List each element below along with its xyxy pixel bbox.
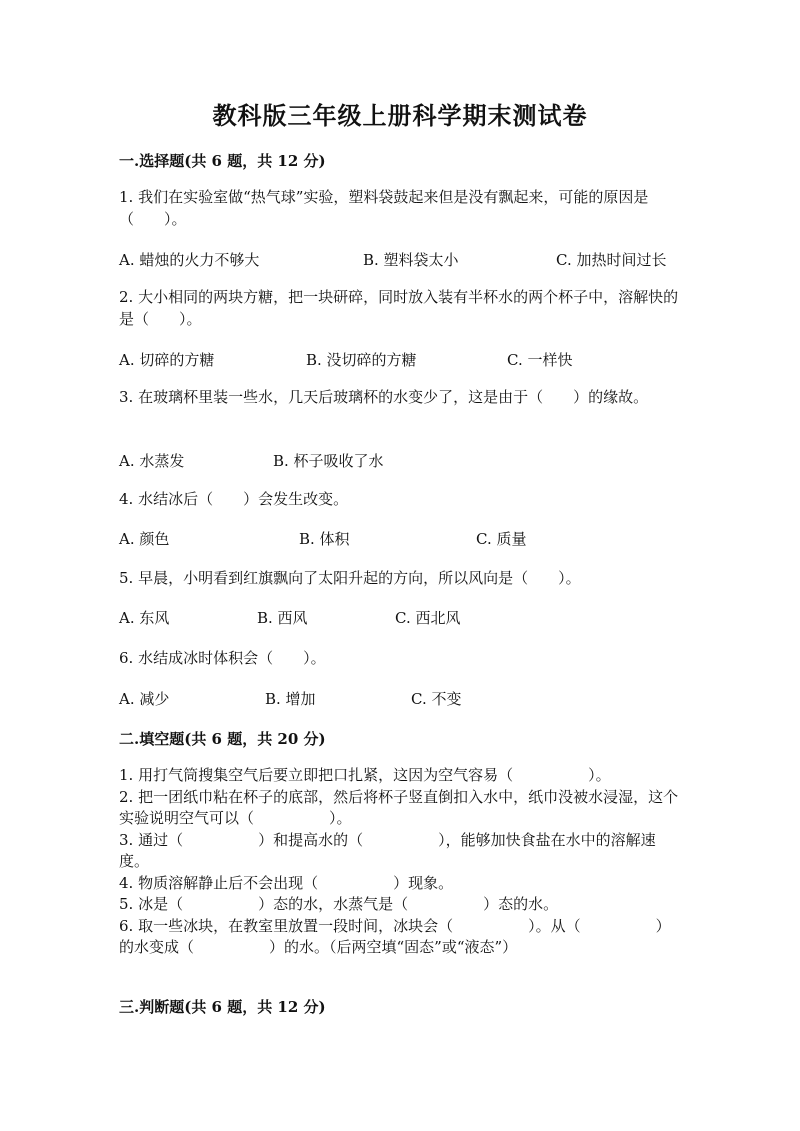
question-5: 5. 早晨，小明看到红旗飘向了太阳升起的方向，所以风向是（ ）。 [119,569,581,587]
question-5-option-c: C. 西北风 [395,609,461,627]
question-3-option-a: A. 水蒸发 [119,452,185,470]
fill-in-list [119,765,679,959]
question-6-option-a: A. 减少 [119,690,170,708]
question-5-option-b: B. 西风 [257,609,308,627]
question-4: 4. 水结冰后（ ）会发生改变。 [119,490,349,508]
question-6-option-b: B. 增加 [265,690,316,708]
question-2: 2. 大小相同的两块方糖，把一块研碎，同时放入装有半杯水的两个杯子中，溶解快的是（ ）。 [119,288,679,328]
page-title: 教科版三年级上册科学期末测试卷 [212,101,588,130]
question-2-option-b: B. 没切碎的方糖 [306,351,417,369]
question-1-option-b: B. 塑料袋太小 [363,251,459,269]
fill-question-2: 2. 把一团纸巾粘在杯子的底部，然后将杯子竖直倒扣入水中，纸巾没被水浸湿，这个实验说明空气可以（ ）。 [119,787,679,827]
section-heading-choice: 一.选择题(共 6 题，共 12 分) [119,152,326,170]
section-heading-fill: 二.填空题(共 6 题，共 20 分) [119,730,326,748]
section-heading-judge: 三.判断题(共 6 题，共 12 分) [119,998,326,1016]
question-1-option-c: C. 加热时间过长 [556,251,667,269]
question-3: 3. 在玻璃杯里装一些水，几天后玻璃杯的水变少了，这是由于（ ）的缘故。 [119,388,649,406]
question-1: 1. 我们在实验室做“热气球”实验，塑料袋鼓起来但是没有飘起来，可能的原因是（ ）。 [119,188,649,228]
question-6-option-c: C. 不变 [411,690,462,708]
question-6: 6. 水结成冰时体积会（ ）。 [119,649,326,667]
question-3-option-b: B. 杯子吸收了水 [273,452,384,470]
fill-question-5: 5. 冰是（ ）态的水，水蒸气是（ ）态的水。 [119,895,559,913]
question-4-option-c: C. 质量 [476,530,527,548]
question-2-option-c: C. 一样快 [507,351,573,369]
question-4-option-b: B. 体积 [299,530,350,548]
fill-question-6: 6. 取一些冰块，在教室里放置一段时间，冰块会（ ）。从（ ）的水变成（ ）的水。（后两空填“固态”或“液态”） [119,916,671,956]
question-2-option-a: A. 切碎的方糖 [119,351,215,369]
fill-question-3: 3. 通过（ ）和提高水的（ ），能够加快食盐在水中的溶解速度。 [119,830,656,870]
question-1-option-a: A. 蜡烛的火力不够大 [119,251,260,269]
fill-question-1: 1. 用打气筒搜集空气后要立即把口扎紧，这因为空气容易（ ）。 [119,766,611,784]
fill-question-4: 4. 物质溶解静止后不会出现（ ）现象。 [119,873,454,892]
question-5-option-a: A. 东风 [119,609,170,627]
question-4-option-a: A. 颜色 [119,530,170,548]
